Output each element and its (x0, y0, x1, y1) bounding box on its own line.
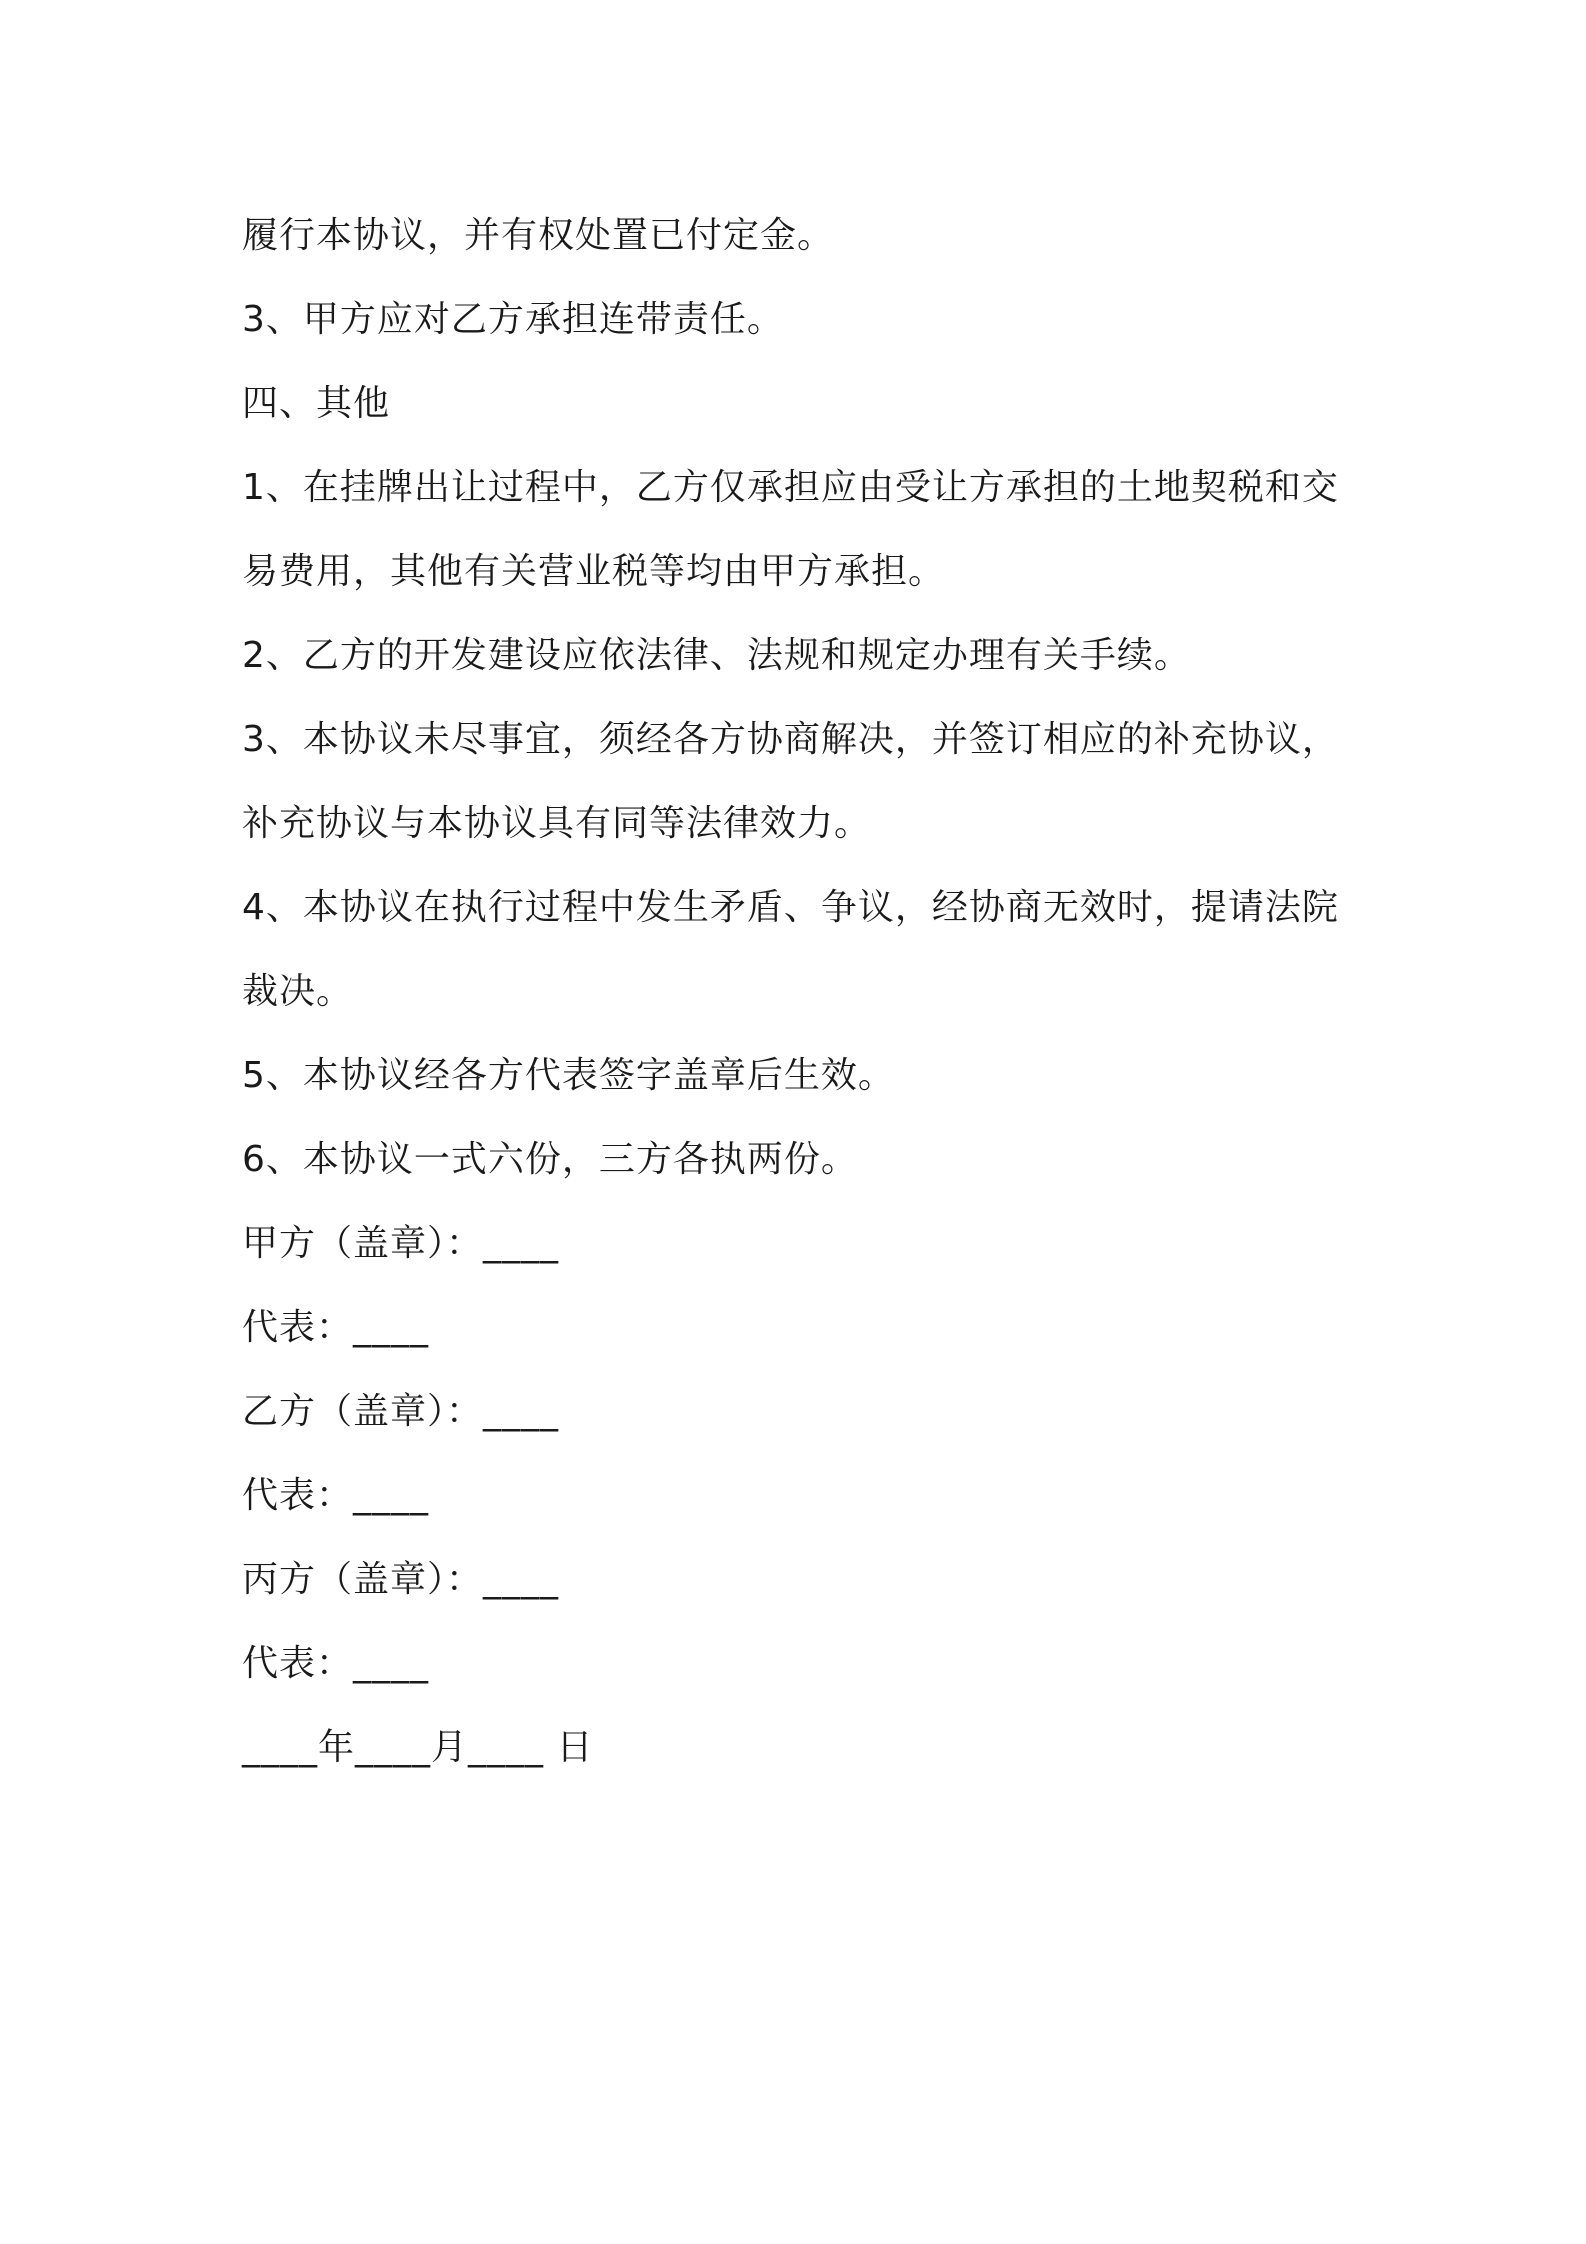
paragraph-line: 履行本协议，并有权处置已付定金。 (242, 215, 835, 256)
signature-representative-c: 代表：____ (242, 1643, 430, 1684)
signature-party-c: 丙方（盖章）：____ (242, 1559, 560, 1600)
paragraph-line: 5、本协议经各方代表签字盖章后生效。 (242, 1055, 895, 1096)
signature-representative-a: 代表：____ (242, 1307, 430, 1348)
document-body (242, 194, 1362, 1790)
signature-representative-b: 代表：____ (242, 1475, 430, 1516)
signature-party-b: 乙方（盖章）：____ (242, 1391, 560, 1432)
paragraph-line: 补充协议与本协议具有同等法律效力。 (242, 803, 872, 844)
section-heading: 四、其他 (242, 383, 391, 424)
paragraph-line: 易费用，其他有关营业税等均由甲方承担。 (242, 551, 946, 592)
paragraph-line: 裁决。 (242, 971, 354, 1012)
paragraph-line: 1、在挂牌出让过程中，乙方仅承担应由受让方承担的土地契税和交 (242, 467, 1339, 508)
paragraph-line: 2、乙方的开发建设应依法律、法规和规定办理有关手续。 (242, 635, 1191, 676)
paragraph-line: 3、甲方应对乙方承担连带责任。 (242, 299, 784, 340)
signature-date: ____年____月____ 日 (242, 1727, 594, 1768)
paragraph-line: 4、本协议在执行过程中发生矛盾、争议，经协商无效时，提请法院 (242, 887, 1339, 928)
paragraph-line: 6、本协议一式六份，三方各执两份。 (242, 1139, 858, 1180)
signature-party-a: 甲方（盖章）：____ (242, 1223, 560, 1264)
paragraph-line: 3、本协议未尽事宜，须经各方协商解决，并签订相应的补充协议， (242, 719, 1339, 760)
